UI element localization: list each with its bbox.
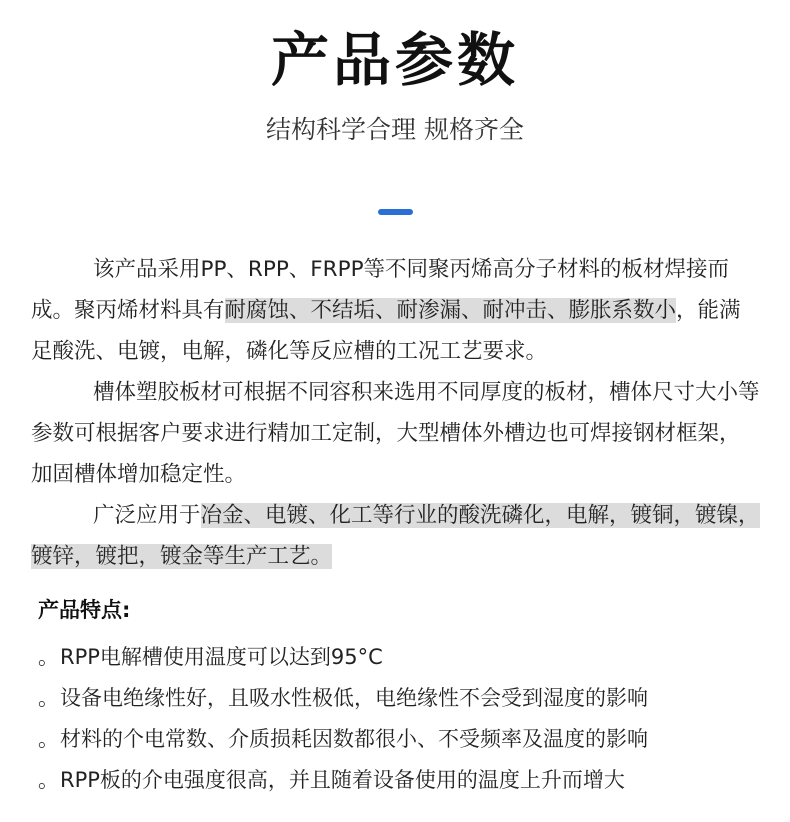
bullet-icon: 。	[38, 768, 59, 792]
feature-text: 材料的个电常数、介质损耗因数都很小、不受频率及温度的影响	[60, 727, 648, 751]
feature-text: 设备电绝缘性好，且吸水性极低，电绝缘性不会受到湿度的影响	[60, 686, 648, 710]
paragraph-3	[31, 495, 761, 577]
description	[31, 249, 761, 577]
paragraph-2	[31, 372, 761, 495]
highlighted-text: 冶金、电镀、化工等行业的酸洗磷化，电解，镀铜，镀镍，镀锌，镀把，镀金等生产工艺。	[31, 503, 760, 569]
bullet-icon: 。	[38, 686, 59, 710]
paragraph-text: ，能满足酸洗、电镀，电解，磷化等反应槽的工况工艺要求。	[31, 298, 741, 364]
features-title: 产品特点:	[38, 598, 131, 622]
feature-text: RPP电解槽使用温度可以达到95°C	[60, 645, 383, 669]
features-list	[38, 637, 758, 801]
list-item	[38, 637, 758, 678]
accent-bar	[378, 209, 413, 215]
list-item	[38, 760, 758, 801]
paragraph-text: 广泛应用于	[93, 503, 201, 528]
page-subtitle: 结构科学合理 规格齐全	[266, 115, 524, 144]
highlighted-text: 耐腐蚀、不结垢、耐渗漏、耐冲击、膨胀系数小	[224, 298, 677, 323]
list-item	[38, 678, 758, 719]
bullet-icon: 。	[38, 727, 59, 751]
paragraph-text: 槽体塑胶板材可根据不同容积来选用不同厚度的板材，槽体尺寸大小等参数可根据客户要求进行精加工定制，大型槽体外槽边也可焊接钢材框架，加固槽体增加稳定性。	[31, 380, 760, 487]
bullet-icon: 。	[38, 645, 59, 669]
feature-text: RPP板的介电强度很高，并且随着设备使用的温度上升而增大	[60, 768, 625, 792]
paragraph-text: 该产品采用PP、RPP、FRPP等不同聚丙烯高分子材料的板材焊接而成。聚丙烯材料具有	[31, 257, 730, 323]
list-item	[38, 719, 758, 760]
page-title: 产品参数	[270, 26, 519, 94]
paragraph-1	[31, 249, 761, 372]
